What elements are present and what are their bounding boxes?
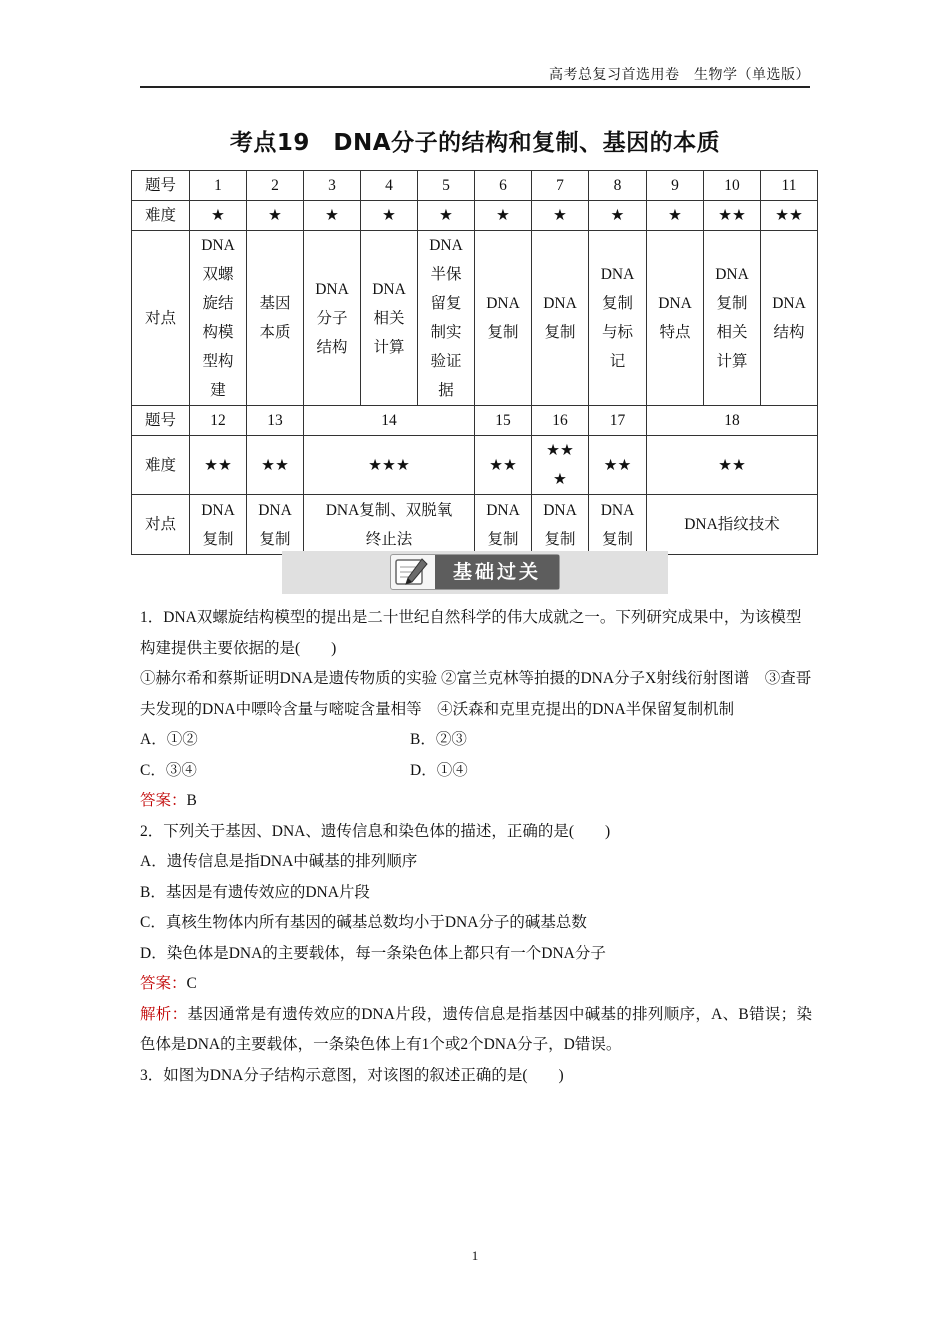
question-number: 9 xyxy=(647,171,704,201)
question-number: 18 xyxy=(647,406,818,436)
row-label-point: 对点 xyxy=(132,231,190,406)
question-number: 14 xyxy=(304,406,475,436)
knowledge-point: DNA 分子 结构 xyxy=(304,231,361,406)
knowledge-point: DNA 复制 xyxy=(475,495,532,555)
difficulty-stars: ★ xyxy=(647,201,704,231)
header-rule xyxy=(140,86,810,88)
option-a: A．遗传信息是指DNA中碱基的排列顺序 xyxy=(140,853,418,870)
pencil-icon xyxy=(391,555,431,589)
analysis-text: 基因通常是有遗传效应的DNA片段，遗传信息是指基因中碱基的排列顺序，A、B错误；染色体是DNA的主要载体，一条染色体上有1个或2个DNA分子，D错误。 xyxy=(140,1005,812,1053)
knowledge-point: DNA 复制 xyxy=(589,495,647,555)
answer-label: 答案： xyxy=(140,792,187,809)
answer-value: C xyxy=(186,975,197,992)
knowledge-point: DNA 复制 xyxy=(532,495,589,555)
running-header: 高考总复习首选用卷 生物学（单选版） xyxy=(549,68,810,83)
question-1-stem: 1．DNA双螺旋结构模型的提出是二十世纪自然科学的伟大成就之一。下列研究成果中，为该模型构建提供主要依据的是( ) xyxy=(140,609,802,657)
table-row-points-top xyxy=(132,231,818,406)
difficulty-table xyxy=(131,170,818,555)
row-label-difficulty: 难度 xyxy=(132,436,190,495)
question-number: 5 xyxy=(418,171,475,201)
question-number: 3 xyxy=(304,171,361,201)
difficulty-stars: ★ xyxy=(589,201,647,231)
question-1-answer xyxy=(140,786,812,817)
question-number: 16 xyxy=(532,406,589,436)
question-2-answer xyxy=(140,969,812,1000)
question-1-statements: ①赫尔希和蔡斯证明DNA是遗传物质的实验 ②富兰克林等拍摄的DNA分子X射线衍射图谱 ③查哥夫发现的DNA中嘌呤含量与嘧啶含量相等 ④沃森和克里克提出的DNA半保留复制机制 xyxy=(140,670,812,718)
row-label-difficulty: 难度 xyxy=(132,201,190,231)
difficulty-stars: ★★ xyxy=(647,436,818,495)
knowledge-point: DNA 复制 与标 记 xyxy=(589,231,647,406)
difficulty-stars: ★★ xyxy=(190,436,247,495)
row-label-number: 题号 xyxy=(132,171,190,201)
row-label-number: 题号 xyxy=(132,406,190,436)
difficulty-stars: ★★ xyxy=(247,436,304,495)
difficulty-stars: ★ xyxy=(304,201,361,231)
page-number: 1 xyxy=(471,1248,479,1263)
knowledge-point: DNA 复制 xyxy=(532,231,589,406)
difficulty-stars: ★★ ★ xyxy=(532,436,589,495)
knowledge-point: DNA指纹技术 xyxy=(647,495,818,555)
question-1-options-row-1 xyxy=(140,725,812,756)
knowledge-point: DNA 复制 xyxy=(190,495,247,555)
difficulty-stars: ★★★ xyxy=(304,436,475,495)
option-c: C．③④ xyxy=(140,761,197,779)
section-title: 基础过关 xyxy=(435,555,559,589)
difficulty-stars: ★ xyxy=(361,201,418,231)
difficulty-stars: ★★ xyxy=(761,201,818,231)
difficulty-stars: ★ xyxy=(532,201,589,231)
knowledge-point: DNA 结构 xyxy=(761,231,818,406)
knowledge-point: DNA复制、双脱氧 终止法 xyxy=(304,495,475,555)
page-title: 考点19 DNA分子的结构和复制、基因的本质 xyxy=(229,130,721,156)
question-number: 12 xyxy=(190,406,247,436)
table-row-points-bottom xyxy=(132,495,818,555)
question-2-stem: 2．下列关于基因、DNA、遗传信息和染色体的描述，正确的是( ) xyxy=(140,822,611,840)
knowledge-point: DNA 复制 xyxy=(247,495,304,555)
question-number: 13 xyxy=(247,406,304,436)
table-row-difficulty-top xyxy=(132,201,818,231)
section-banner xyxy=(282,551,668,594)
option-b: B．②③ xyxy=(410,731,467,748)
difficulty-stars: ★ xyxy=(247,201,304,231)
answer-value: B xyxy=(186,792,197,809)
question-1-options-row-2 xyxy=(140,756,812,787)
option-b: B．基因是有遗传效应的DNA片段 xyxy=(140,883,370,901)
question-number: 1 xyxy=(190,171,247,201)
question-number: 8 xyxy=(589,171,647,201)
question-number: 10 xyxy=(704,171,761,201)
difficulty-stars: ★ xyxy=(190,201,247,231)
table-row-difficulty-bottom xyxy=(132,436,818,495)
difficulty-stars: ★★ xyxy=(475,436,532,495)
row-label-point: 对点 xyxy=(132,495,190,555)
questions xyxy=(140,603,812,1091)
difficulty-stars: ★★ xyxy=(589,436,647,495)
knowledge-point: DNA 半保 留复 制实 验证 据 xyxy=(418,231,475,406)
section-banner-badge xyxy=(390,554,560,590)
option-d: D．染色体是DNA的主要载体，每一条染色体上都只有一个DNA分子 xyxy=(140,944,606,962)
question-number: 7 xyxy=(532,171,589,201)
difficulty-stars: ★ xyxy=(418,201,475,231)
question-number: 4 xyxy=(361,171,418,201)
question-number: 17 xyxy=(589,406,647,436)
knowledge-point: 基因 本质 xyxy=(247,231,304,406)
option-d: D．①④ xyxy=(410,761,468,779)
knowledge-point: DNA 特点 xyxy=(647,231,704,406)
table-row-numbers-top xyxy=(132,171,818,201)
question-number: 6 xyxy=(475,171,532,201)
difficulty-stars: ★★ xyxy=(704,201,761,231)
question-2-analysis xyxy=(140,1000,812,1061)
question-number: 2 xyxy=(247,171,304,201)
knowledge-point: DNA 双螺 旋结 构模 型构 建 xyxy=(190,231,247,406)
option-c: C．真核生物体内所有基因的碱基总数均小于DNA分子的碱基总数 xyxy=(140,914,587,931)
table-row-numbers-bottom xyxy=(132,406,818,436)
question-number: 15 xyxy=(475,406,532,436)
question-number: 11 xyxy=(761,171,818,201)
knowledge-point: DNA 相关 计算 xyxy=(361,231,418,406)
answer-label: 答案： xyxy=(140,975,187,992)
difficulty-stars: ★ xyxy=(475,201,532,231)
knowledge-point: DNA 复制 相关 计算 xyxy=(704,231,761,406)
question-3-stem: 3．如图为DNA分子结构示意图，对该图的叙述正确的是( ) xyxy=(140,1066,564,1084)
knowledge-point: DNA 复制 xyxy=(475,231,532,406)
option-a: A．①② xyxy=(140,731,198,748)
analysis-label: 解析： xyxy=(140,1005,188,1023)
